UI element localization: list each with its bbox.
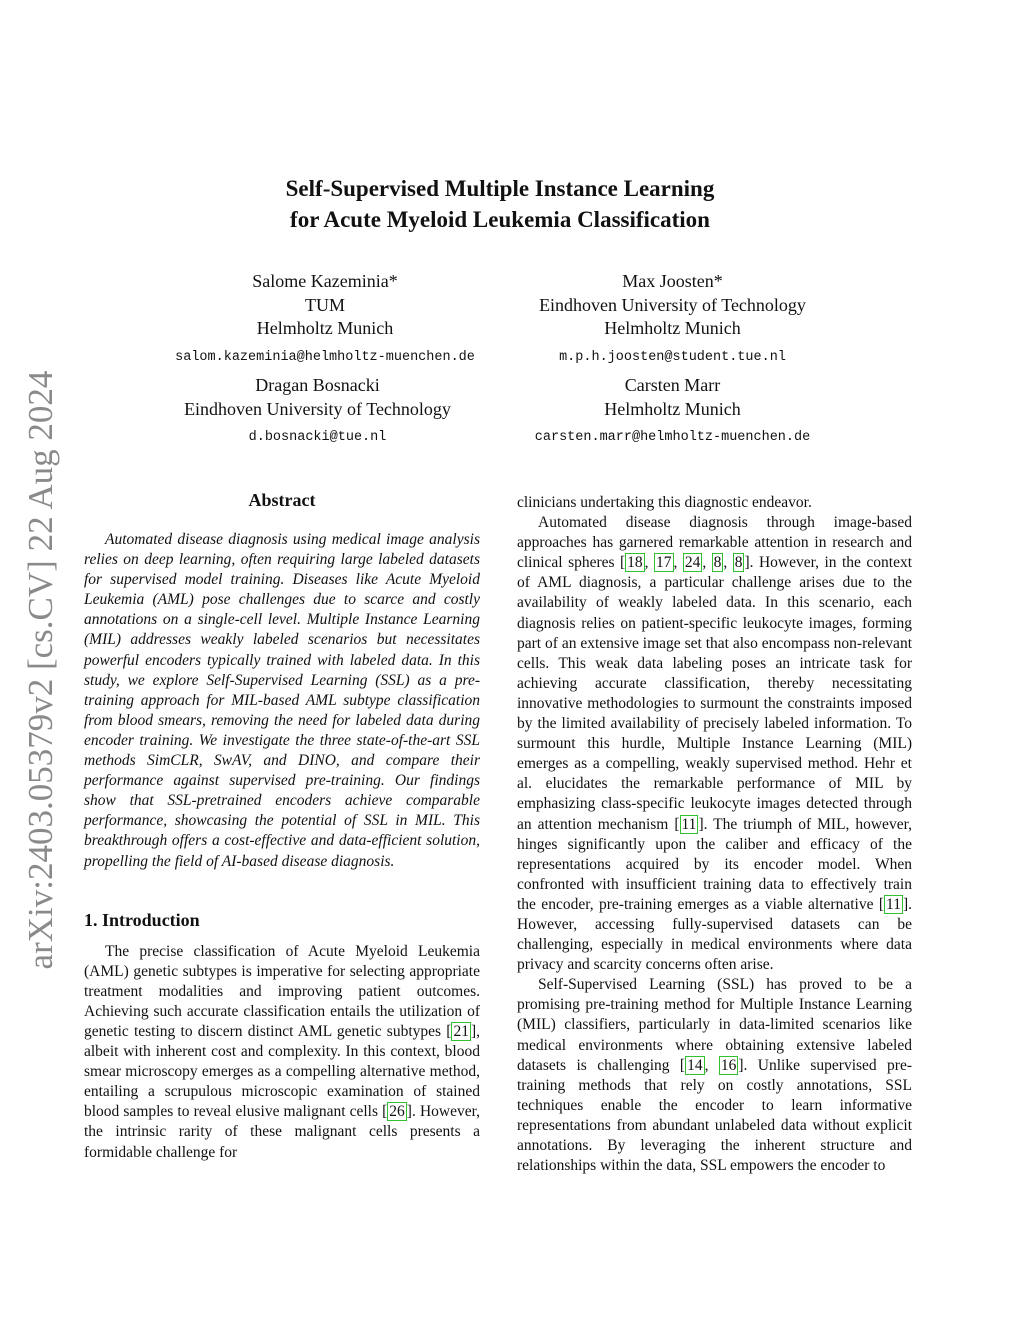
author-affiliation: Helmholtz Munich <box>256 318 394 338</box>
citation-link[interactable]: 16 <box>720 1056 737 1074</box>
citation-link[interactable]: 11 <box>886 895 901 913</box>
author-block-3 <box>140 374 495 447</box>
author-name: Dragan Bosnacki <box>255 375 380 395</box>
title-line-1: Self-Supervised Multiple Instance Learning <box>285 176 715 201</box>
author-affiliation: TUM <box>305 294 345 315</box>
author-name: Carsten Marr <box>624 375 721 395</box>
citation-link[interactable]: 24 <box>684 554 701 572</box>
intro-paragraph-3: Self-Supervised Learning (SSL) has proved to be a promising pre-training method for Multiple Instance Learning (MIL) classifiers, particularly in data-limited scenarios like medical environments where obtaining extensive labeled datasets is challenging [ 14 , 16 ]. Unlike supervised pre-training methods that rely on costly annotations, SSL techniques enable the encoder to learn informative representations from abundant unlabeled data without explicit annotations. By leveraging the inherent structure and relationships within the data, SSL empowers the encoder to <box>517 976 913 1175</box>
author-affiliation: Helmholtz Munich <box>604 398 741 419</box>
author-block-4 <box>500 374 845 447</box>
intro-paragraph-1: The precise classification of Acute Myeloid Leukemia (AML) genetic subtypes is imperative for selecting appropriate treatment modalities and improving patient outcomes. Achieving such accurate classification entails the utilization of genetic testing to discern distinct AML genetic subtypes [ 21 ], albeit with inherent cost and complexity. In this context, blood smear microscopy emerges as a compelling alternative method, entailing a scrupulous microscopic examination of stained blood samples to reveal elusive malignant cells [ 26 ]. However, the intrinsic rarity of these malignant cells presents a formidable challenge for <box>84 942 481 1161</box>
abstract-text: Automated disease diagnosis using medical image analysis relies on deep learning, often requiring large labeled datasets for supervised model training. Diseases like Acute Myeloid Leukemia (AML) pose challenges due to scarce and costly annotations on a single-cell level. Multiple Instance Learning (MIL) addresses weakly labeled scenarios but necessitates powerful encoders typically trained with labeled data. In this study, we explore Self-Supervised Learning (SSL) as a pre-training approach for MIL-based AML subtype classification from blood smears, removing the need for labeled data during encoder training. We investigate the three state-of-the-art SSL methods SimCLR, SwAV, and DINO, and compare their performance against supervised pre-training. Our findings show that SSL-pretrained encoders achieve comparable performance, showcasing the potential of SSL in MIL. This breakthrough offers a cost-effective and data-efficient solution, propelling the field of AI-based disease diagnosis. <box>84 531 480 870</box>
author-email[interactable]: salom.kazeminia@helmholtz-muenchen.de <box>175 349 475 365</box>
citation-link[interactable]: 11 <box>681 815 697 833</box>
author-email[interactable]: carsten.marr@helmholtz-muenchen.de <box>534 430 811 445</box>
right-column <box>517 493 912 1176</box>
citation-link[interactable]: 8 <box>734 554 743 572</box>
citation-link[interactable]: 18 <box>627 554 643 572</box>
author-email[interactable]: m.p.h.joosten@student.tue.nl <box>559 349 786 365</box>
author-email[interactable]: d.bosnacki@tue.nl <box>248 430 387 445</box>
author-affiliation: Eindhoven University of Technology <box>539 294 806 315</box>
author-block-1 <box>140 270 510 367</box>
citation-link[interactable]: 17 <box>656 554 672 572</box>
intro-paragraph-2: Automated disease diagnosis through image-based approaches has garnered remarkable attention in research and clinical spheres [ 18 , 17 , 24 , 8 , 8 ]. However, in the context of AML diagnosis, a particular challenge arises due to the availability of weakly labeled data. In this scenario, each diagnosis relies on patient-specific leukocyte images, forming part of an extensive image set that also encompass non-relevant cells. This weak data labeling poses an intricate task for achieving accurate classification, thereby necessitating innovative methodologies to surmount the constraints imposed by the limited availability of precisely labeled information. To surmount this hurdle, Multiple Instance Learning (MIL) emerges as a compelling, weakly supervised method. Hehr et al. elucidates the remarkable performance of MIL by emphasizing class-specific leukocyte images detected through an attention mechanism [ 11 ]. The triumph of MIL, however, hinges significantly upon the caliber and efficacy of the representations acquired by its encoder model. When confronted with insufficient training data to effectively train the encoder, pre-training emerges as a viable alternative [ 11 ]. However, accessing fully-supervised datasets can be challenging, especially in medical environments where data privacy and scarcity concerns often arise. <box>517 514 913 974</box>
author-name: Max Joosten* <box>622 271 723 291</box>
citation-link[interactable]: 21 <box>453 1022 469 1040</box>
intro-continuation: clinicians undertaking this diagnostic endeavor. <box>517 494 812 511</box>
section-heading-introduction: 1. Introduction <box>84 909 200 930</box>
title-line-2: for Acute Myeloid Leukemia Classification <box>290 207 710 232</box>
abstract <box>84 530 480 872</box>
paper-title <box>0 173 1000 235</box>
arxiv-identifier: arXiv:2403.05379v2 [cs.CV] 22 Aug 2024 <box>21 370 60 970</box>
citation-link[interactable]: 26 <box>389 1103 405 1121</box>
author-affiliation: Helmholtz Munich <box>604 318 741 338</box>
author-name: Salome Kazeminia* <box>252 271 398 291</box>
author-affiliation: Eindhoven University of Technology <box>184 398 451 419</box>
abstract-heading: Abstract <box>248 490 316 510</box>
left-column <box>84 488 480 1163</box>
citation-link[interactable]: 14 <box>687 1056 703 1074</box>
citation-link[interactable]: 8 <box>713 554 722 572</box>
author-block-2 <box>500 270 845 367</box>
